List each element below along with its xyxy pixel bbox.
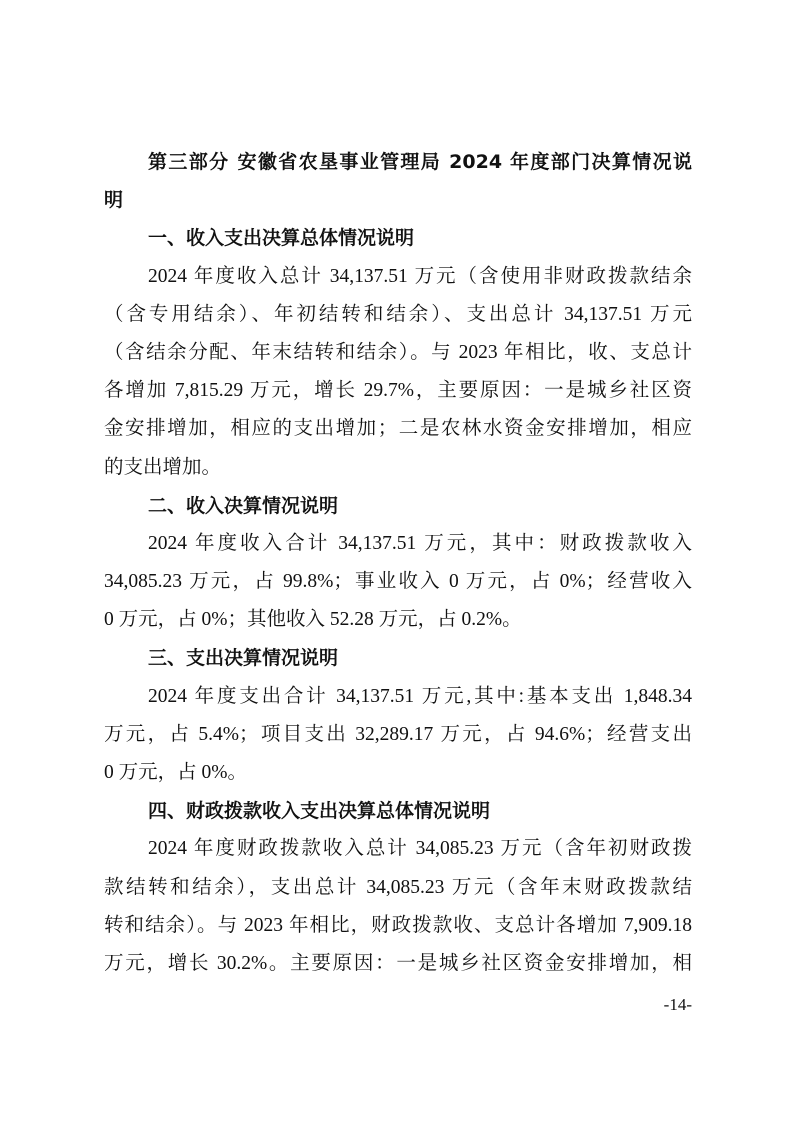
page-title-line-2: 明 bbox=[104, 189, 124, 212]
paragraph-line: 2024 年度财政拨款收入总计 34,085.23 万元（含年初财政拨 bbox=[148, 838, 692, 860]
paragraph-line: 金安排增加，相应的支出增加；二是农林水资金安排增加，相应 bbox=[104, 418, 692, 440]
paragraph-line: （含结余分配、年末结转和结余）。与 2023 年相比，收、支总计 bbox=[104, 341, 692, 363]
paragraph-line: 2024 年度支出合计 34,137.51 万元,其中:基本支出 1,848.34 bbox=[148, 685, 692, 707]
page-title-line-1: 第三部分 安徽省农垦事业管理局 2024 年度部门决算情况说 bbox=[148, 151, 692, 173]
paragraph-line: 2024 年度收入总计 34,137.51 万元（含使用非财政拨款结余 bbox=[148, 265, 692, 287]
paragraph-line: 款结转和结余），支出总计 34,085.23 万元（含年末财政拨款结 bbox=[104, 876, 692, 898]
section-heading-2: 二、收入决算情况说明 bbox=[148, 494, 339, 517]
page-number: -14- bbox=[663, 995, 692, 1014]
section-heading-3: 三、支出决算情况说明 bbox=[148, 647, 339, 670]
section-heading-1: 一、收入支出决算总体情况说明 bbox=[148, 227, 415, 250]
paragraph-line: 万元，占 5.4%；项目支出 32,289.17 万元，占 94.6%；经营支出 bbox=[104, 723, 692, 745]
section-heading-4: 四、财政拨款收入支出决算总体情况说明 bbox=[148, 800, 491, 823]
paragraph-line: 0 万元，占 0%；其他收入 52.28 万元，占 0.2%。 bbox=[104, 609, 522, 631]
paragraph-line: （含专用结余）、年初结转和结余）、支出总计 34,137.51 万元 bbox=[104, 303, 692, 325]
document-body bbox=[104, 143, 692, 983]
paragraph-line: 0 万元，占 0%。 bbox=[104, 762, 247, 783]
paragraph-line: 34,085.23 万元，占 99.8%；事业收入 0 万元，占 0%；经营收入 bbox=[104, 571, 692, 593]
paragraph-line: 的支出增加。 bbox=[104, 456, 222, 478]
paragraph-line: 万元，增长 30.2%。主要原因：一是城乡社区资金安排增加，相 bbox=[104, 952, 692, 974]
paragraph-line: 2024 年度收入合计 34,137.51 万元，其中：财政拨款收入 bbox=[148, 532, 692, 554]
paragraph-line: 转和结余）。与 2023 年相比，财政拨款收、支总计各增加 7,909.18 bbox=[104, 914, 692, 936]
paragraph-line: 各增加 7,815.29 万元，增长 29.7%，主要原因：一是城乡社区资 bbox=[104, 380, 692, 402]
